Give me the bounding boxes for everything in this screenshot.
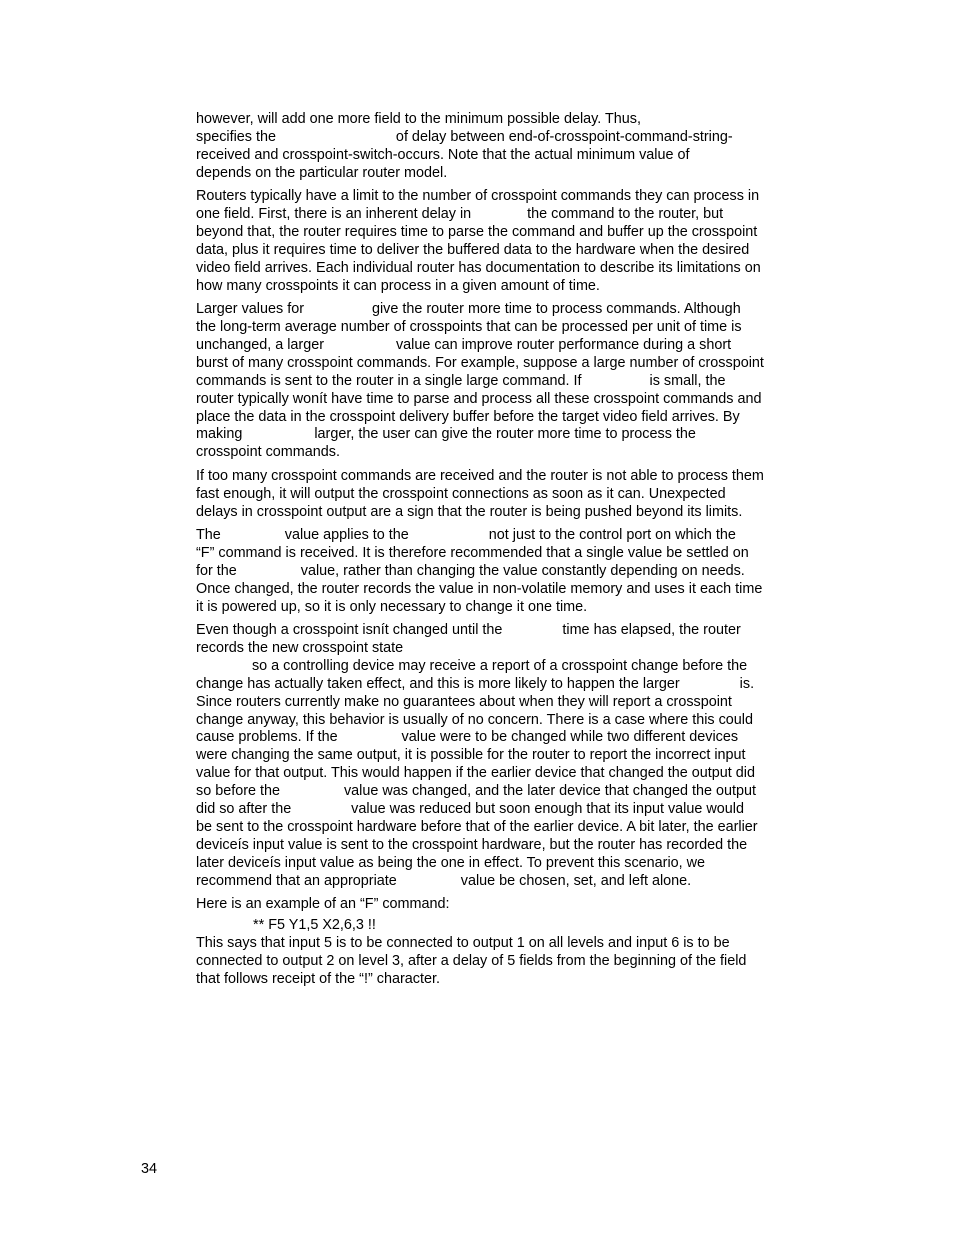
text-line: data, plus it requires time to deliver the buffered data to the hardware when the desired: [196, 241, 750, 258]
text-line: burst of many crosspoint commands. For example, suppose a large number of crosspoint: [196, 354, 764, 371]
text-line: that follows receipt of the “!” character.: [196, 970, 440, 987]
text-line: received and crosspoint-switch-occurs. Note that the actual minimum value of: [196, 146, 690, 163]
text-line: specifies the of delay between end-of-crosspoint-command-string-: [196, 128, 733, 145]
text-line: Once changed, the router records the value in non-volatile memory and uses it each time: [196, 580, 763, 597]
text-line: records the new crosspoint state: [196, 639, 404, 656]
paragraph: [196, 527, 816, 617]
text-line: The value applies to the not just to the control port on which the: [196, 526, 736, 543]
text-line: Here is an example of an “F” command:: [196, 896, 450, 913]
text-line: cause problems. If the value were to be changed while two different devices: [196, 729, 739, 746]
text-line: “F” command is received. It is therefore recommended that a single value be settled on: [196, 544, 749, 561]
closing-paragraph: [196, 935, 816, 989]
text-line: Even though a crosspoint isnít changed until the time has elapsed, the router: [196, 621, 741, 638]
code-example-block: [196, 917, 816, 935]
text-line: connected to output 2 on level 3, after a delay of 5 fields from the beginning of the field: [196, 952, 747, 969]
text-line: beyond that, the router requires time to parse the command and buffer up the crosspoint: [196, 223, 758, 240]
code-example: ** F5 Y1,5 X2,6,3 !!: [253, 916, 376, 933]
text-line: recommend that an appropriate value be chosen, set, and left alone.: [196, 872, 692, 889]
text-line: delays in crosspoint output are a sign that the router is being pushed beyond its limits.: [196, 503, 743, 520]
page-number: 34: [141, 1161, 158, 1177]
text-line: did so after the value was reduced but soon enough that its input value would: [196, 801, 744, 818]
text-line: it is powered up, so it is only necessary to change it one time.: [196, 598, 588, 615]
paragraph: [196, 111, 816, 183]
text-line: router typically wonít have time to parse and process all these crosspoint commands and: [196, 390, 762, 407]
text-line: commands is sent to the router in a single large command. If is small, the: [196, 372, 726, 389]
text-line: so a controlling device may receive a report of a crosspoint change before the: [196, 657, 748, 674]
text-line: for the value, rather than changing the value constantly depending on needs.: [196, 562, 745, 579]
text-line: how many crosspoints it can process in a given amount of time.: [196, 277, 600, 294]
text-line: deviceís input value is sent to the crosspoint hardware, but the router has recorded the: [196, 836, 748, 853]
text-line: This says that input 5 is to be connected to output 1 on all levels and input 6 is to be: [196, 934, 730, 951]
text-line: value for that output. This would happen if the earlier device that changed the output did: [196, 765, 755, 782]
text-line: Since routers currently make no guarantees about when they will report a crosspoint: [196, 693, 732, 710]
text-line: be sent to the crosspoint hardware before that of the earlier device. A bit later, the earlier: [196, 818, 758, 835]
text-line: however, will add one more field to the minimum possible delay. Thus,: [196, 111, 641, 127]
text-line: one field. First, there is an inherent delay in the command to the router, but: [196, 206, 724, 223]
text-line: crosspoint commands.: [196, 444, 340, 461]
text-line: were changing the same output, it is possible for the router to report the incorrect input: [196, 747, 746, 764]
text-line: later deviceís input value as being the one in effect. To prevent this scenario, we: [196, 854, 706, 871]
text-line: unchanged, a larger value can improve router performance during a short: [196, 336, 732, 353]
text-line: the long-term average number of crosspoints that can be processed per unit of time is: [196, 318, 742, 335]
paragraph-list: [196, 111, 816, 914]
paragraph: [196, 896, 816, 914]
text-line: making larger, the user can give the router more time to process the: [196, 426, 696, 443]
text-line: If too many crosspoint commands are received and the router is not able to process them: [196, 467, 764, 484]
paragraph: [196, 622, 816, 891]
text-line: so before the value was changed, and the later device that changed the output: [196, 783, 757, 800]
text-line: change has actually taken effect, and this is more likely to happen the larger is.: [196, 675, 755, 692]
text-line: fast enough, it will output the crosspoint connections as soon as it can. Unexpected: [196, 485, 726, 502]
text-line: place the data in the crosspoint delivery buffer before the target video field arrives. By: [196, 408, 740, 425]
paragraph: [196, 468, 816, 522]
text-line: change anyway, this behavior is usually of no concern. There is a case where this could: [196, 711, 754, 728]
text-line: Routers typically have a limit to the number of crosspoint commands they can process in: [196, 188, 760, 205]
text-line: Larger values for give the router more time to process commands. Although: [196, 301, 741, 318]
text-line: depends on the particular router model.: [196, 164, 448, 181]
text-line: video field arrives. Each individual router has documentation to describe its limitations on: [196, 259, 761, 276]
paragraph: [196, 301, 816, 462]
body-text: [196, 111, 816, 994]
paragraph: [196, 188, 816, 295]
